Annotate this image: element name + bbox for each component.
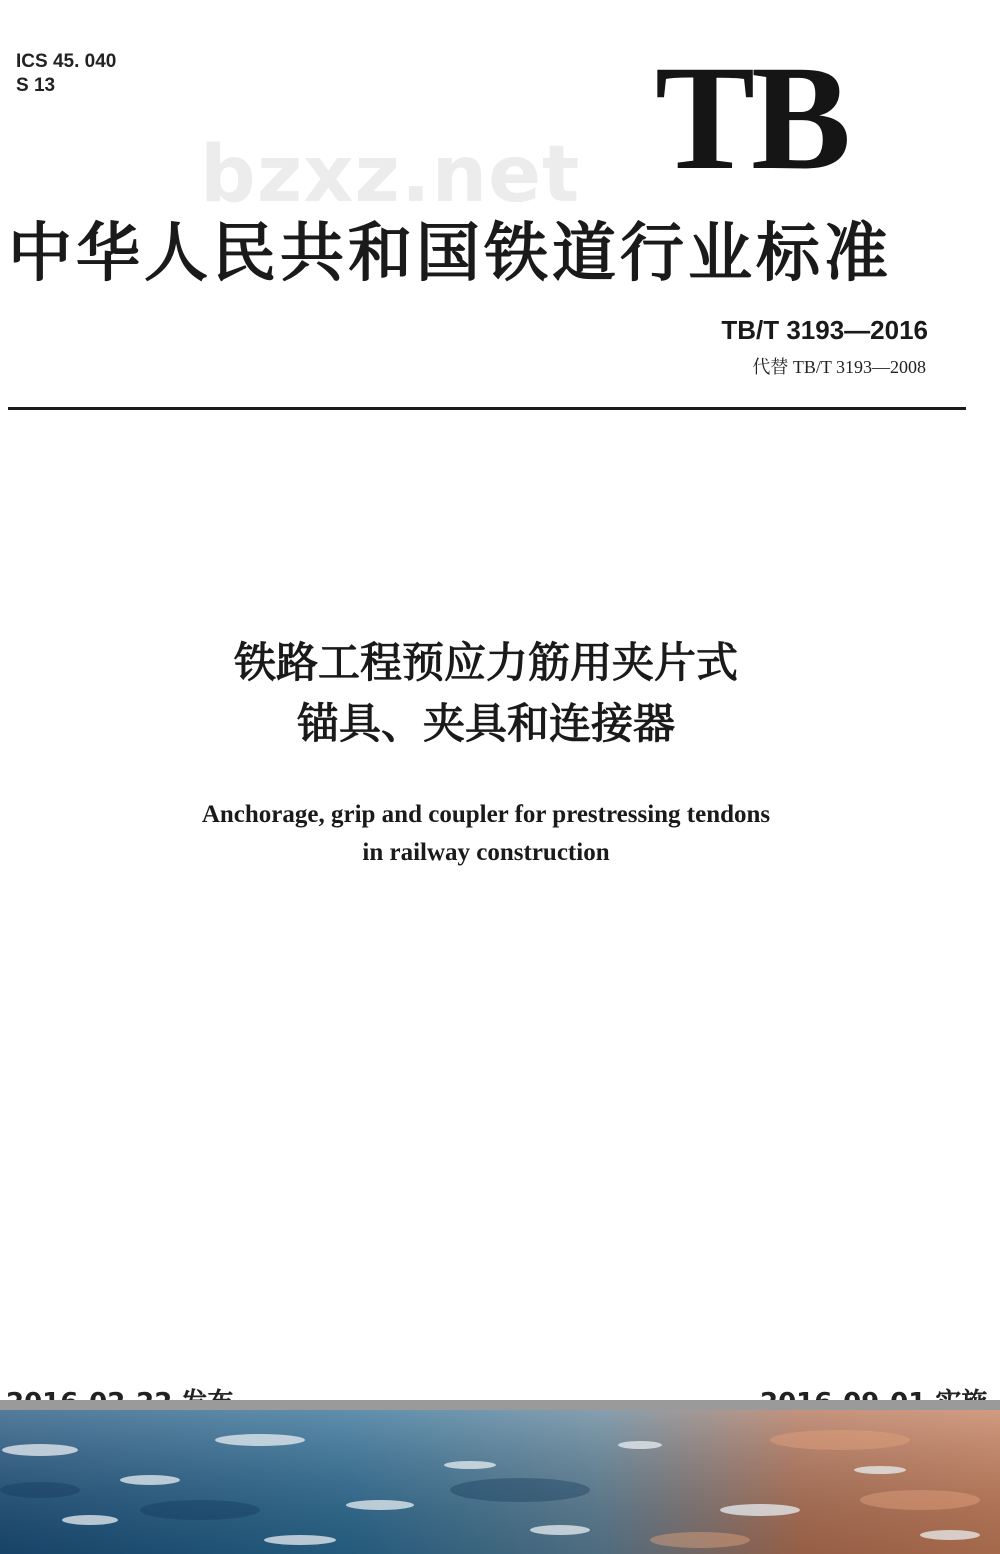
replaces-note: 代替 TB/T 3193—2008 xyxy=(752,357,926,377)
org-title: 中华人民共和国铁道行业标准 xyxy=(8,217,892,291)
header-divider xyxy=(8,407,966,410)
title-cn-line2: 锚具、夹具和连接器 xyxy=(296,699,675,748)
watermark: bzxz.net xyxy=(200,130,581,220)
standard-number: TB/T 3193—2016 xyxy=(721,315,928,345)
ocean-photo xyxy=(0,1410,1000,1554)
title-en-line1: Anchorage, grip and coupler for prestressing tendons xyxy=(201,801,771,828)
ics-code: ICS 45. 040 xyxy=(16,51,117,72)
title-cn-line1: 铁路工程预应力筋用夹片式 xyxy=(233,638,738,687)
ics-classification xyxy=(16,50,116,98)
title-en-line2: in railway construction xyxy=(362,839,610,866)
ocean-image xyxy=(0,1410,1000,1554)
scroll-overlay-bar xyxy=(0,1400,1000,1410)
tb-logo: TB xyxy=(655,35,848,201)
class-code: S 13 xyxy=(16,75,56,96)
